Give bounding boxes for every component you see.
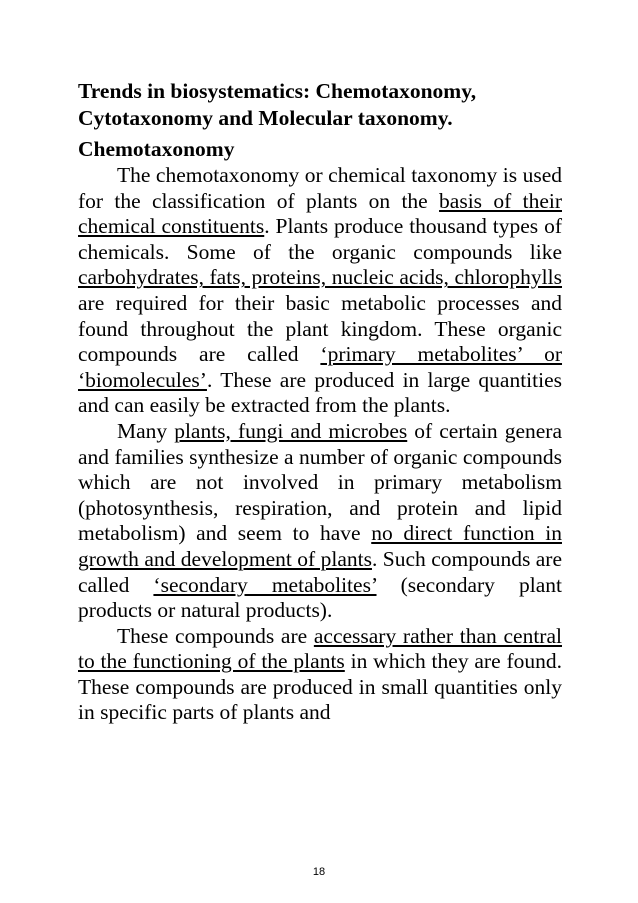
underlined-phrase: ‘secondary metabolites’ [153,572,377,597]
paragraph-2-text-3: . Such compounds are called [78,546,562,597]
paragraph-1 [78,163,562,419]
underlined-phrase: no direct function in growth and development of plants [78,521,562,571]
paragraph-1-text-1: The chemotaxonomy or chemical taxonomy is used for the classification of plants on the [78,163,562,213]
paragraph-2-text-2: of certain genera and families synthesize a number of organic compounds which are not involved in primary metabolism (photosynthesis, respiration, and protein and lipid metabolism) and seem to have [78,418,562,546]
section-heading: Chemotaxonomy [78,137,235,161]
underlined-phrase: ‘primary metabolites’ or ‘biomolecules’ [78,342,563,392]
paragraph-2-text-1: Many [117,418,175,443]
document-body [78,78,562,726]
underlined-phrase: basis of their chemical constituents [78,188,562,239]
paragraph-1-text-2: . Plants produce thousand types of chemicals. Some of the organic compounds like [78,214,562,264]
paragraph-2 [78,419,562,624]
page-title: Trends in biosystematics: Chemotaxonomy, Cytotaxonomy and Molecular taxonomy. [78,79,477,130]
paragraph-1-text-4: . These are produced in large quantities and can easily be extracted from the plants. [78,367,562,418]
paragraph-1-text-3: are required for their basic metabolic processes and found throughout the plant kingdom. These organic compounds are called [78,290,562,367]
page-number: 18 [312,866,326,878]
underlined-phrase: plants, fungi and microbes [174,418,408,443]
paragraph-3 [78,624,562,726]
underlined-phrase: accessary rather than central to the functioning of the plants [78,623,562,674]
underlined-phrase: carbohydrates, fats, proteins, nucleic acids, chlorophylls [78,265,562,290]
paragraph-3-text-2: in which they are found. These compounds are produced in small quantities only in specific parts of plants and [78,649,562,725]
paragraph-2-text-4: (secondary plant products or natural products). [78,572,562,623]
paragraph-3-text-1: These compounds are [117,623,314,648]
